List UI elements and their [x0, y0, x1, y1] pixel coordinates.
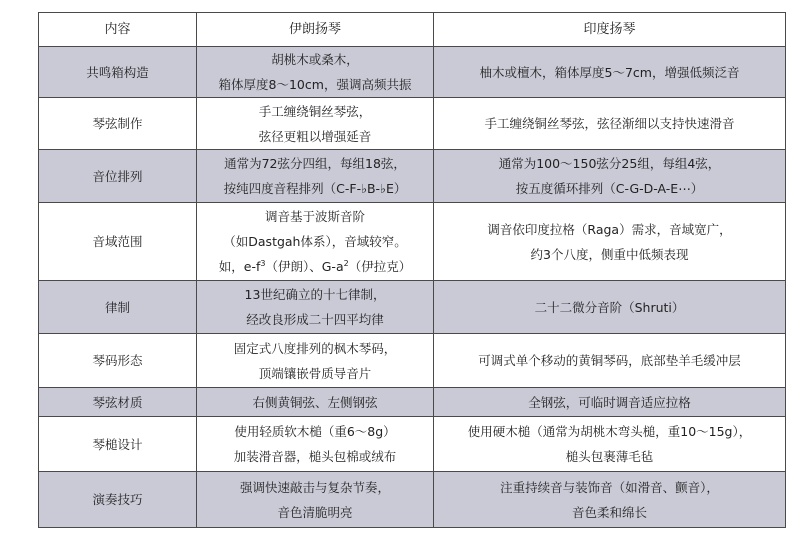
row-label: 琴码形态	[39, 334, 197, 388]
header-india: 印度扬琴	[434, 13, 786, 47]
iran-cell	[197, 472, 434, 528]
cell-line: 胡桃木或桑木，	[271, 52, 359, 67]
cell-line: 右侧黄铜弦、左侧钢弦	[252, 394, 378, 410]
cell-line: 柚木或檀木，箱体厚度5～7cm，增强低频泛音	[479, 64, 740, 80]
cell-line-range: 如，$e-f^3$（伊朗）、$G-a^2$（伊拉克）	[218, 258, 412, 274]
cell-line: 固定式八度排列的枫木琴码，	[233, 340, 397, 356]
row-label: 共鸣箱构造	[39, 47, 197, 98]
row-label: 律制	[39, 281, 197, 334]
comparison-table-wrapper	[38, 12, 785, 528]
india-cell	[434, 150, 786, 203]
superscript: 2	[343, 258, 349, 268]
india-cell	[434, 334, 786, 388]
cell-line: 经改良形成二十四平均律	[246, 312, 384, 327]
cell-line: 槌头包裹薄毛毡	[565, 449, 654, 464]
cell-line: 调音基于波斯音阶	[264, 209, 365, 224]
table-row	[39, 203, 786, 281]
row-label: 琴弦制作	[39, 98, 197, 150]
comparison-table	[38, 12, 786, 528]
table-row	[39, 417, 786, 472]
cell-line: 按纯四度音程排列（C-F-♭B-♭E）	[223, 181, 407, 196]
india-cell	[434, 281, 786, 334]
cell-line: 可调式单个移动的黄铜琴码，底部垫羊毛缓冲层	[478, 353, 741, 368]
iran-cell	[197, 47, 434, 98]
iran-cell	[197, 281, 434, 334]
table-row	[39, 150, 786, 203]
table-row	[39, 98, 786, 150]
india-cell	[434, 98, 786, 150]
iran-cell	[197, 334, 434, 388]
cell-line: 二十二微分音阶（Shruti）	[534, 299, 685, 315]
cell-line: 手工缠绕铜丝琴弦，弦径渐细以支持快速滑音	[484, 116, 735, 131]
row-label: 音位排列	[39, 150, 197, 203]
iran-cell	[197, 203, 434, 281]
superscript: 3	[260, 258, 266, 268]
cell-line: 音色清脆明亮	[277, 504, 353, 520]
table-row	[39, 388, 786, 417]
iran-cell	[197, 388, 434, 417]
cell-line: （如Dastgah体系），音域较窄。	[223, 234, 407, 249]
row-label: 音域范围	[39, 203, 197, 281]
row-label: 琴弦材质	[39, 388, 197, 417]
cell-line: 顶端镶嵌骨质导音片	[258, 365, 372, 381]
cell-line: 注重持续音与装饰音（如滑音、颤音），	[500, 479, 719, 495]
cell-line: 手工缠绕铜丝琴弦，	[258, 103, 372, 119]
table-row	[39, 281, 786, 334]
cell-line: 通常为72弦分四组，每组18弦，	[224, 156, 406, 171]
cell-line: 加装滑音器，槌头包棉或绒布	[233, 449, 397, 464]
cell-line: 箱体厚度8～10cm，强调高频共振	[218, 77, 412, 92]
row-label: 演奏技巧	[39, 472, 197, 528]
cell-line: 通常为100～150弦分25组，每组4弦，	[498, 156, 721, 171]
cell-line: 使用硬木槌（通常为胡桃木弯头槌，重10～15g），	[467, 424, 752, 439]
iran-cell	[197, 150, 434, 203]
table-row	[39, 334, 786, 388]
iran-cell	[197, 98, 434, 150]
india-cell	[434, 388, 786, 417]
india-cell	[434, 203, 786, 281]
cell-line: 强调快速敲击与复杂节奏，	[239, 479, 390, 495]
india-cell	[434, 417, 786, 472]
cell-line: 按五度循环排列（C-G-D-A-E⋯）	[515, 181, 704, 196]
cell-line: 使用轻质软木槌（重6～8g）	[234, 424, 396, 439]
cell-line: 13世纪确立的十七律制，	[244, 287, 386, 302]
india-cell	[434, 47, 786, 98]
cell-line: 调音依印度拉格（Raga）需求，音域宽广，	[487, 221, 732, 237]
cell-line: 音色柔和绵长	[571, 504, 647, 520]
header-content: 内容	[39, 13, 197, 47]
header-row	[39, 13, 786, 47]
cell-line: 全钢弦，可临时调音适应拉格	[528, 394, 691, 410]
table-row	[39, 472, 786, 528]
cell-line: 弦径更粗以增强延音	[258, 128, 372, 144]
cell-line: 约3个八度，侧重中低频表现	[530, 246, 689, 262]
row-label: 琴槌设计	[39, 417, 197, 472]
iran-cell	[197, 417, 434, 472]
table-row	[39, 47, 786, 98]
header-iran: 伊朗扬琴	[197, 13, 434, 47]
india-cell	[434, 472, 786, 528]
